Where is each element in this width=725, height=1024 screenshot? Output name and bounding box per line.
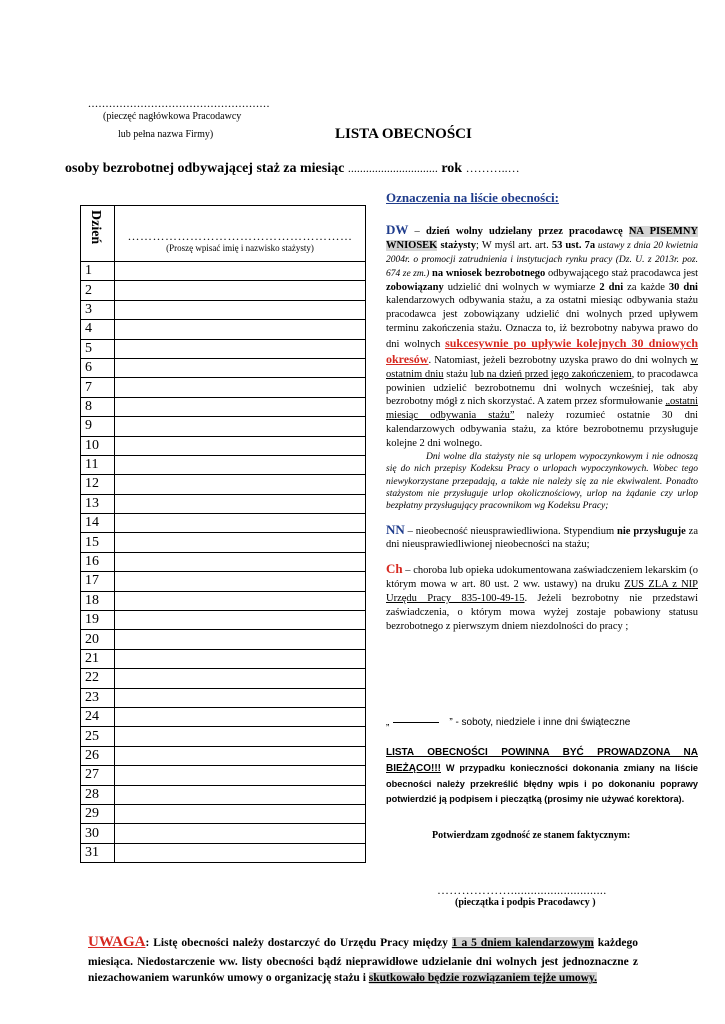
day-number: 21 [81, 649, 115, 668]
attendance-cell[interactable] [115, 572, 366, 591]
day-number: 13 [81, 494, 115, 513]
attendance-cell[interactable] [115, 475, 366, 494]
attendance-cell[interactable] [115, 533, 366, 552]
day-number: 8 [81, 397, 115, 416]
attendance-cell[interactable] [115, 552, 366, 571]
day-number: 16 [81, 552, 115, 571]
table-header-row [81, 206, 366, 262]
day-number: 1 [81, 262, 115, 281]
notice-box [386, 745, 698, 806]
attendance-cell[interactable] [115, 766, 366, 785]
dw-text: ustawy z dnia 20 kwietnia 2004r. o promocji zatrudnienia i instytucjach rynku pracy (Dz. U. z 2013r. poz. 674 ze zm.) [386, 241, 698, 279]
day-number: 9 [81, 417, 115, 436]
notice-text: W przypadku konieczności dokonania zmiany na liście obecności należy przekreślić błędny wpis i po dokonaniu poprawy potwierdzić ją podpisem i pieczątką (prosimy nie używać korektora). [386, 763, 698, 804]
attendance-cell[interactable] [115, 358, 366, 377]
dw-text: należy rozumieć ostatnie 30 dni kalendarzowych odbywania stażu, za które bezrobotnemu przysługuje kolejne 2 dni wolnego. [386, 410, 698, 450]
attendance-cell[interactable] [115, 514, 366, 533]
table-row [81, 669, 366, 688]
notice-heading: LISTA OBECNOŚCI POWINNA BYĆ PROWADZONA NA BIEŻĄCO!!! [386, 747, 698, 774]
table-row [81, 688, 366, 707]
attendance-cell[interactable] [115, 281, 366, 300]
table-row [81, 766, 366, 785]
dw-text: 53 ust. 7a [551, 240, 596, 252]
day-number: 6 [81, 358, 115, 377]
name-dots: ……………………………………………… [127, 229, 353, 243]
table-row [81, 552, 366, 571]
weekend-text: ” - soboty, niedziele i inne dni świąteczne [449, 717, 631, 728]
day-number: 26 [81, 746, 115, 765]
warning-text: każdego miesiąca. Niedostarczenie ww. listy obecności bądź nieprawidłowe udzielanie dni wolnych jest jednoznaczne z niezachowaniem warunków umowy o organizację stażu i [88, 937, 638, 985]
attendance-cell[interactable] [115, 300, 366, 319]
warning-text: : Listę obecności należy dostarczyć do Urzędu Pracy między [145, 937, 452, 949]
nn-text: nie przysługuje [617, 525, 686, 537]
dw-text: ; W myśl art. art. [476, 240, 552, 252]
day-number: 19 [81, 611, 115, 630]
legend-ch [386, 560, 698, 633]
attendance-cell[interactable] [115, 417, 366, 436]
dw-text: wniosek bezrobotnego [445, 267, 546, 279]
dw-text: udzielić dni wolnych w wymiarze [443, 281, 600, 293]
nn-text: – nieobecność nieusprawiedliwiona. Stypendium [404, 525, 618, 537]
attendance-cell[interactable] [115, 746, 366, 765]
attendance-cell[interactable] [115, 320, 366, 339]
legend-nn [386, 521, 698, 553]
warning-section [88, 932, 638, 987]
attendance-cell[interactable] [115, 436, 366, 455]
table-row [81, 397, 366, 416]
dw-text: „ostatni miesiąc odbywania stażu” [386, 396, 698, 422]
document-subtitle [65, 161, 520, 177]
dw-text: 2 dni [599, 281, 624, 293]
table-row [81, 300, 366, 319]
confirm-text: Potwierdzam zgodność ze stanem faktycznym: [432, 830, 631, 841]
day-number: 27 [81, 766, 115, 785]
legend-title: Oznaczenia na liście obecności: [386, 190, 559, 205]
attendance-cell[interactable] [115, 378, 366, 397]
attendance-cell[interactable] [115, 494, 366, 513]
table-row [81, 707, 366, 726]
attendance-cell[interactable] [115, 688, 366, 707]
table-row [81, 262, 366, 281]
day-number: 2 [81, 281, 115, 300]
legend-section [386, 189, 698, 642]
warning-label: UWAGA [88, 934, 146, 950]
dw-text: za każde [623, 281, 669, 293]
attendance-cell[interactable] [115, 707, 366, 726]
day-column-header: Dzień [81, 206, 115, 262]
table-row [81, 804, 366, 823]
day-number: 14 [81, 514, 115, 533]
attendance-cell[interactable] [115, 630, 366, 649]
dw-text: lub na dzień przed jego zakończeniem [470, 368, 632, 380]
code-ch: Ch [386, 561, 403, 577]
day-number: 22 [81, 669, 115, 688]
table-row [81, 727, 366, 746]
day-number: 29 [81, 804, 115, 823]
stamp-dots: .................................................... [88, 96, 270, 110]
table-row [81, 591, 366, 610]
signature-field[interactable]: ………………............................. [437, 883, 607, 897]
dw-note: Dni wolne dla stażysty nie są urlopem wypoczynkowym i nie odnoszą się do nich przepisy Kodeksu Pracy o urlopach wypoczynkowych. Wobec tego niewykorzystane przepadają, a także nie należy się za nie ekwiwalent. Ponadto stażystom nie przysługuje urlop okolicznościowy, urlop na żądanie czy urlop bezpłatny przysługujący pracownikom wg Kodeksu Pracy; [386, 451, 698, 512]
day-number: 20 [81, 630, 115, 649]
table-row [81, 455, 366, 474]
warning-highlight: skutkowało będzie rozwiązaniem tejże umowy. [368, 972, 597, 985]
day-number: 25 [81, 727, 115, 746]
weekend-quote: „ [386, 717, 390, 728]
table-row [81, 514, 366, 533]
stamp-label-line2: lub pełna nazwa Firmy) [118, 129, 214, 140]
attendance-cell[interactable] [115, 591, 366, 610]
signature-label: (pieczątka i podpis Pracodawcy ) [455, 897, 596, 908]
attendance-cell[interactable] [115, 649, 366, 668]
dw-text: kalendarzowych odbywania stażu, a za ostatni miesiąc odbywania stażu pracodawca jest zobowiązany udzielić dni wolnych przed upływem terminu zakończenia stażu. Oznacza to, iż bezrobotny nabywa prawo do dni wolnych [386, 295, 698, 351]
ch-text: . Jeżeli bezrobotny nie przedstawi zaświadczenia, o którym mowa wyżej zostaje pobawiony statusu bezrobotnego z pierwszym dniem niezdolności do pracy ; [386, 593, 699, 632]
table-row [81, 572, 366, 591]
day-number: 23 [81, 688, 115, 707]
attendance-cell[interactable] [115, 397, 366, 416]
table-row [81, 630, 366, 649]
day-number: 15 [81, 533, 115, 552]
day-number: 5 [81, 339, 115, 358]
year-field: ………..… [465, 161, 520, 175]
dw-text: zobowiązany [386, 281, 444, 293]
attendance-cell[interactable] [115, 785, 366, 804]
attendance-cell[interactable] [115, 455, 366, 474]
attendance-table [80, 205, 366, 863]
table-row [81, 824, 366, 843]
day-number: 18 [81, 591, 115, 610]
dw-red-text: sukcesywnie po upływie kolejnych 30 dniowych okresów [386, 336, 699, 366]
nn-text: za dni nieusprawiedliwionej nieobecności na stażu; [386, 525, 699, 551]
table-row [81, 649, 366, 668]
table-row [81, 339, 366, 358]
table-row [81, 494, 366, 513]
dw-text: , to pracodawca powinien udzielić bezrobotnemu dni wolnych wcześniej, tak aby bezrobotny mógł z nich skorzystać. A zatem przez sformułowanie [386, 368, 698, 408]
dw-highlight: NA PISEMNY WNIOSEK [386, 226, 698, 252]
table-row [81, 358, 366, 377]
table-row [81, 436, 366, 455]
table-row [81, 417, 366, 436]
stamp-label-line1: (pieczęć nagłówkowa Pracodawcy [103, 111, 242, 122]
day-number: 12 [81, 475, 115, 494]
attendance-cell[interactable] [115, 804, 366, 823]
attendance-cell[interactable] [115, 262, 366, 281]
dw-text: na [429, 267, 446, 279]
subtitle-prefix: osoby bezrobotnej odbywającej staż za miesiąc [65, 161, 345, 176]
dw-text: – [408, 226, 426, 238]
ch-text: ZUS ZLA z NIP Urzędu Pracy 835-100-49-15 [386, 579, 698, 605]
attendance-cell[interactable] [115, 824, 366, 843]
day-number: 31 [81, 843, 115, 862]
table-row [81, 475, 366, 494]
code-dw: DW [386, 222, 409, 238]
dw-text: stażysty [437, 240, 477, 252]
attendance-cell[interactable] [115, 611, 366, 630]
ch-text: – choroba lub opieka udokumentowana zaświadczeniem lekarskim (o którym mowa w art. 80 ust. 2 ww. ustawy) na druku [386, 565, 698, 591]
table-row [81, 611, 366, 630]
table-row [81, 320, 366, 339]
table-row [81, 533, 366, 552]
day-number: 7 [81, 378, 115, 397]
weekend-line [393, 722, 439, 723]
day-number: 10 [81, 436, 115, 455]
intern-name-field[interactable] [115, 206, 366, 262]
dw-text: odbywającego staż pracodawca jest [545, 267, 698, 279]
code-nn: NN [386, 521, 405, 537]
attendance-cell[interactable] [115, 669, 366, 688]
attendance-cell[interactable] [115, 727, 366, 746]
table-row [81, 785, 366, 804]
table-row [81, 843, 366, 862]
attendance-cell[interactable] [115, 843, 366, 862]
day-number: 30 [81, 824, 115, 843]
dw-text: stażu [443, 368, 471, 380]
day-number: 11 [81, 455, 115, 474]
day-number: 17 [81, 572, 115, 591]
dw-text: w ostatnim dniu [386, 354, 698, 380]
subtitle-rok: rok [441, 161, 463, 176]
day-number: 24 [81, 707, 115, 726]
table-row [81, 378, 366, 397]
attendance-cell[interactable] [115, 339, 366, 358]
table-row [81, 746, 366, 765]
dw-text: dzień wolny udzielany przez pracodawcę [425, 226, 629, 238]
legend-dw [386, 221, 698, 512]
month-field: .............................. [347, 161, 438, 175]
table-row [81, 281, 366, 300]
weekend-legend [386, 717, 630, 728]
dw-text: . Natomiast, jeżeli bezrobotny uzyska prawo do dni wolnych [428, 354, 691, 366]
day-number: 3 [81, 300, 115, 319]
day-number: 4 [81, 320, 115, 339]
name-hint: (Proszę wpisać imię i nazwisko stażysty) [166, 243, 314, 253]
day-number: 28 [81, 785, 115, 804]
document-title: LISTA OBECNOŚCI [335, 126, 472, 142]
warning-highlight: 1 a 5 dniem kalendarzowym [451, 937, 594, 949]
dw-text: 30 dni [668, 281, 698, 293]
